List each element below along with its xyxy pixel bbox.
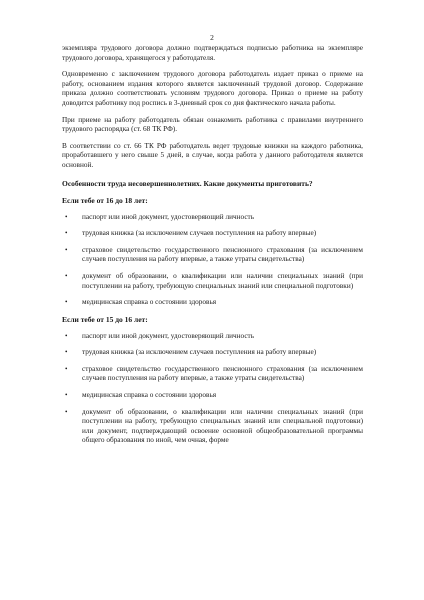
list-item (62, 229, 363, 239)
list-item (62, 348, 363, 358)
list-item (62, 408, 363, 446)
list-item-text: страховое свидетельство государственного пенсионного страхования (за исключением случаев поступления на работу впервые, а также утраты свидетельства) (82, 364, 363, 383)
bullet-icon: • (65, 271, 68, 280)
list-item (62, 298, 363, 308)
section-heading: Особенности труда несовершеннолетних. Какие документы приготовить? (62, 178, 313, 188)
bullet-icon: • (65, 348, 68, 357)
list-item (62, 246, 363, 265)
bullet-icon: • (65, 212, 68, 221)
bullet-icon: • (65, 407, 68, 416)
page-content (62, 44, 363, 446)
subheading-16-18: Если тебе от 16 до 18 лет: (62, 195, 148, 205)
document-list-15-16 (62, 332, 363, 446)
list-item-text: медицинская справка о состоянии здоровья (82, 391, 217, 400)
bullet-icon: • (65, 298, 68, 307)
list-item-text: паспорт или иной документ, удостоверяющий личность (82, 212, 255, 221)
list-item (62, 391, 363, 401)
list-item (62, 272, 363, 291)
paragraph: В соответствии со ст. 66 ТК РФ работодатель ведет трудовые книжки на каждого работника, проработавшего у него свыше 5 дней, в случае, когда работа у данного работодателя является основной. (62, 141, 363, 169)
list-item-text: паспорт или иной документ, удостоверяющий личность (82, 331, 255, 340)
bullet-icon: • (65, 245, 68, 254)
paragraph: Одновременно с заключением трудового договора работодатель издает приказ о приеме на работу, основанием издания которого является заключенный трудовой договор. Содержание приказа должно соответствовать условиям трудового договора. Приказ о приеме на работу доводится работнику под роспись в 3-дневный срок со дня фактического начала работы. (62, 70, 363, 107)
list-item (62, 365, 363, 384)
list-item (62, 332, 363, 342)
list-item (62, 213, 363, 223)
bullet-icon: • (65, 229, 68, 238)
list-item-text: трудовая книжка (за исключением случаев поступления на работу впервые) (82, 229, 317, 238)
list-item-text: медицинская справка о состоянии здоровья (82, 298, 217, 307)
paragraph: экземпляра трудового договора должно подтверждаться подписью работника на экземпляре трудового договора, хранящегося у работодателя. (62, 44, 363, 62)
bullet-icon: • (65, 331, 68, 340)
subheading-15-16: Если тебе от 15 до 16 лет: (62, 314, 148, 324)
bullet-icon: • (65, 391, 68, 400)
list-item-text: документ об образовании, о квалификации или наличии специальных знаний (при поступлении на работу, требующую специальных знаний или специальной подготовки) (82, 271, 363, 290)
bullet-icon: • (65, 364, 68, 373)
list-item-text: трудовая книжка (за исключением случаев поступления на работу впервые) (82, 348, 317, 357)
list-item-text: страховое свидетельство государственного пенсионного страхования (за исключением случаев поступления на работу впервые, а также утраты свидетельства) (82, 245, 363, 264)
page-number: 2 (210, 33, 214, 42)
document-list-16-18 (62, 213, 363, 308)
list-item-text: документ об образовании, о квалификации или наличии специальных знаний (при поступлении на работу, требующую специальных знаний или специальной подготовки) или документ, подтверждающий освоение основной общеобразовательной программы общего образования по иной, чем очная, форме (82, 407, 363, 445)
paragraph: При приеме на работу работодатель обязан ознакомить работника с правилами внутреннего трудового распорядка (ст. 68 ТК РФ). (62, 115, 363, 134)
